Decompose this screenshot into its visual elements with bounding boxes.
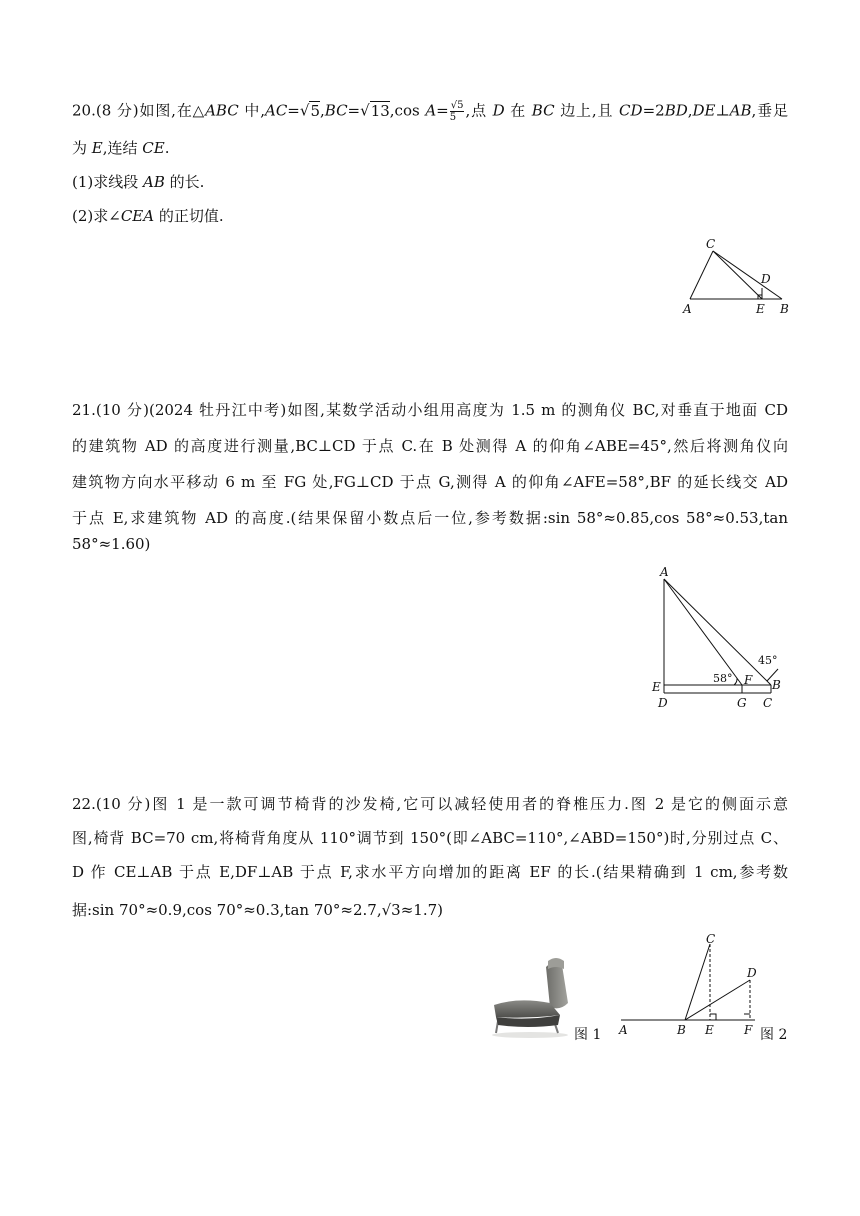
label-D: D [747, 966, 757, 980]
q21-building-figure [650, 565, 790, 715]
figure-1-caption: 图 1 [574, 1027, 602, 1043]
label-A: A [660, 565, 669, 579]
label-E: E [652, 680, 661, 694]
label-B: B [677, 1023, 686, 1037]
label-C: C [763, 696, 773, 710]
label-A: A [619, 1023, 628, 1037]
label-B: B [772, 678, 781, 692]
label-D: D [658, 696, 668, 710]
q21-line-4: 于点 E,求建筑物 AD 的高度.(结果保留小数点后一位,参考数据:sin 58°≈0.85,cos 58°≈0.53,tan [72, 509, 788, 527]
angle-45-label: 45° [758, 654, 778, 667]
angle-58-label: 58° [713, 672, 733, 685]
label-C: C [706, 237, 716, 251]
label-B: B [780, 302, 789, 316]
q22-line-2: 图,椅背 BC=70 cm,将椅背角度从 110°调节到 150°(即∠ABC=110°,∠ABD=150°)时,分别过点 C、 [72, 829, 788, 847]
label-E: E [705, 1023, 714, 1037]
q21-line-5: 58°≈1.60) [72, 535, 151, 553]
q20-part-1: (1)求线段 AB 的长. [72, 173, 205, 191]
q22-line-4: 据:sin 70°≈0.9,cos 70°≈0.3,tan 70°≈2.7,√3≈1.7) [72, 901, 443, 919]
sofa-chair-image [488, 955, 573, 1040]
label-F: F [744, 1023, 753, 1037]
q21-line-3: 建筑物方向水平移动 6 m 至 FG 处,FG⊥CD 于点 G,测得 A 的仰角∠AFE=58°,BF 的延长线交 AD [72, 473, 788, 491]
q22-schematic-figure [615, 930, 760, 1040]
q22-line-3: D 作 CE⊥AB 于点 E,DF⊥AB 于点 F,求水平方向增加的距离 EF 的长.(结果精确到 1 cm,参考数 [72, 863, 788, 881]
label-F: F [744, 673, 753, 687]
label-E: E [756, 302, 765, 316]
label-C: C [706, 932, 716, 946]
figure-2-caption: 图 2 [760, 1027, 788, 1043]
q20-line-1: 20.(8 分)如图,在△ABC 中,AC=√5,BC=√13,cos A= $\frac{√5}{5}$ ,点 D 在 BC 边上,且 CD=2BD,DE⊥AB,垂足 [72, 100, 788, 123]
q22-line-1: 22.(10 分)图 1 是一款可调节椅背的沙发椅,它可以减轻使用者的脊椎压力.图 2 是它的侧面示意 [72, 795, 788, 813]
fraction: $\frac{√5}{5}$ [449, 100, 464, 123]
q20-part-2: (2)求∠CEA 的正切值. [72, 207, 224, 225]
label-D: D [761, 272, 771, 286]
q21-line-1: 21.(10 分)(2024 牡丹江中考)如图,某数学活动小组用高度为 1.5 m 的测角仪 BC,对垂直于地面 CD [72, 401, 788, 419]
q20-line-2: 为 E,连结 CE. [72, 139, 170, 157]
label-G: G [737, 696, 747, 710]
q21-line-2: 的建筑物 AD 的高度进行测量,BC⊥CD 于点 C.在 B 处测得 A 的仰角∠ABE=45°,然后将测角仪向 [72, 437, 788, 455]
q20-triangle-figure [670, 235, 800, 320]
label-A: A [683, 302, 692, 316]
